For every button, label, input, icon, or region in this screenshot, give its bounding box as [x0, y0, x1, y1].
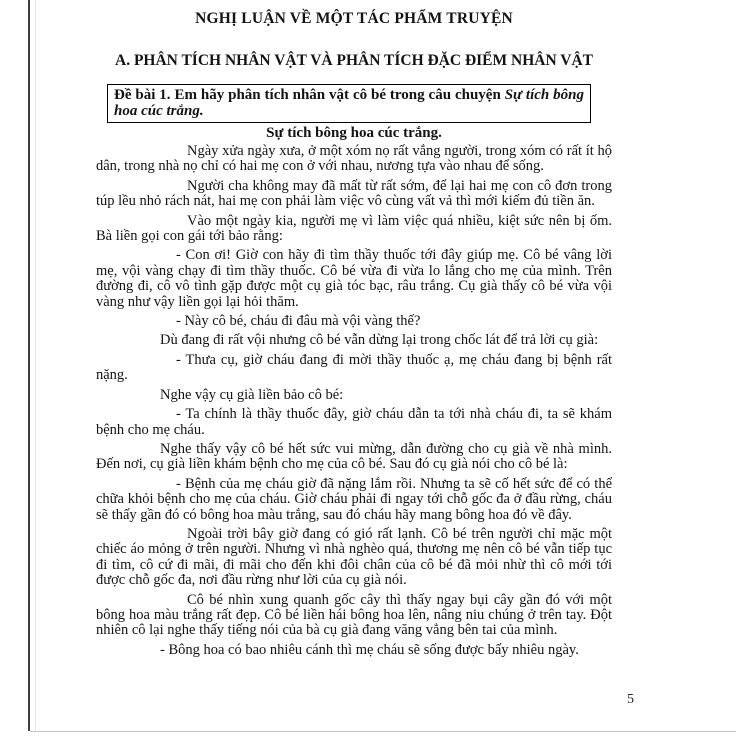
- page-left-edge-rule: [28, 0, 30, 731]
- story-paragraph: Vào một ngày kia, người mẹ vì làm việc quá nhiều, kiệt sức nên bị ốm. Bà liền gọi con gái tới bảo rằng:: [96, 212, 612, 245]
- page-bottom-edge-rule: [30, 731, 736, 732]
- story-paragraph: - Ta chính là thầy thuốc đây, giờ cháu dẫn ta tới nhà cháu đi, ta sẽ khám bệnh cho mẹ cháu.: [96, 406, 612, 438]
- story-paragraph: Nghe vậy cụ già liền bảo cô bé:: [160, 386, 344, 403]
- story-paragraph: Ngày xửa ngày xưa, ở một xóm nọ rất vắng người, trong xóm có rất ít hộ dân, trong nhà nọ chỉ có hai mẹ con ở với nhau, nương tựa vào nhau để sống.: [96, 143, 612, 175]
- story-paragraph: - Bông hoa có bao nhiêu cánh thì mẹ cháu sẽ sống được bấy nhiêu ngày.: [160, 641, 579, 658]
- exercise-prompt-story-title: Sự tích bông hoa cúc trắng.: [114, 87, 585, 119]
- story-paragraph: Nghe thấy vậy cô bé hết sức vui mừng, dẫn đường cho cụ già về nhà mình. Đến nơi, cụ già liền khám bệnh cho mẹ của cô bé. Sau đó cụ già nói cho cô bé là:: [96, 440, 612, 473]
- story-paragraph: Dù đang đi rất vội nhưng cô bé vẫn dừng lại trong chốc lát để trả lời cụ già:: [160, 332, 599, 349]
- exercise-prompt-box: [107, 84, 591, 123]
- story-paragraph: - Bệnh của mẹ cháu giờ đã nặng lắm rồi. Nhưng ta sẽ cố hết sức để có thể chữa khỏi bệnh cho mẹ của cháu. Giờ cháu phải đi ngay tới chỗ gốc đa ở đầu rừng, cháu sẽ thấy gần đó có bông hoa màu trắng, sau đó cháu hãy mang bông hoa đó về đây.: [96, 475, 612, 523]
- page-number: 5: [627, 692, 634, 707]
- exercise-prompt-text: Em hãy phân tích nhân vật cô bé trong câu chuyện: [174, 87, 501, 103]
- story-paragraph: - Con ơi! Giờ con hãy đi tìm thầy thuốc tới đây giúp mẹ. Cô bé vâng lời mẹ, vội vàng chạy đi tìm thầy thuốc. Cô bé vừa đi vừa lo lắng cho mẹ của mình. Trên đường đi, cô vô tình gặp được một cụ già tóc bạc, râu trắng. Cụ già thấy cô bé vừa vội vàng như vậy liền gọi lại hỏi thăm.: [96, 247, 612, 310]
- section-heading: A. PHÂN TÍCH NHÂN VẬT VÀ PHÂN TÍCH ĐẶC ĐIỂM NHÂN VẬT: [115, 52, 593, 69]
- page-left-edge-shadow: [35, 0, 36, 731]
- story-paragraph: - Này cô bé, cháu đi đâu mà vội vàng thế?: [176, 313, 421, 330]
- story-paragraph: Ngoài trời bây giờ đang có gió rất lạnh. Cô bé trên người chỉ mặc một chiếc áo mỏng ở trên người. Nhưng vì nhà nghèo quá, thương mẹ nên cô bé vẫn tiếp tục đi tìm, cô cứ đi mãi, đi mãi cho đến khi đôi chân của cô bé đã mỏi nhừ thì cô mới tới được chỗ gốc đa, nơi đầu rừng như lời của cụ già nói.: [96, 525, 612, 589]
- story-paragraph: Người cha không may đã mất từ rất sớm, để lại hai mẹ con cô đơn trong túp lều nhỏ rách nát, hai mẹ con phải làm việc vô cùng vất vả thì mới kiếm đủ tiền ăn.: [96, 177, 612, 210]
- document-content: [96, 0, 612, 658]
- story-paragraph: - Thưa cụ, giờ cháu đang đi mời thầy thuốc ạ, mẹ cháu đang bị bệnh rất nặng.: [96, 351, 612, 384]
- story-heading: Sự tích bông hoa cúc trắng.: [266, 125, 442, 141]
- exercise-prompt-label: Đề bài 1.: [114, 87, 171, 103]
- story-body: [96, 144, 612, 658]
- document-title: NGHỊ LUẬN VỀ MỘT TÁC PHẨM TRUYỆN: [195, 10, 513, 27]
- story-paragraph: Cô bé nhìn xung quanh gốc cây thì thấy ngay bụi cây gần đó với một bông hoa màu trắng rất đẹp. Cô bé liền hái bông hoa lên, nâng niu chúng ở trên tay. Đột nhiên cô lại nghe thấy tiếng nói của bà cụ già đang văng vẳng bên tai của mình.: [96, 591, 612, 639]
